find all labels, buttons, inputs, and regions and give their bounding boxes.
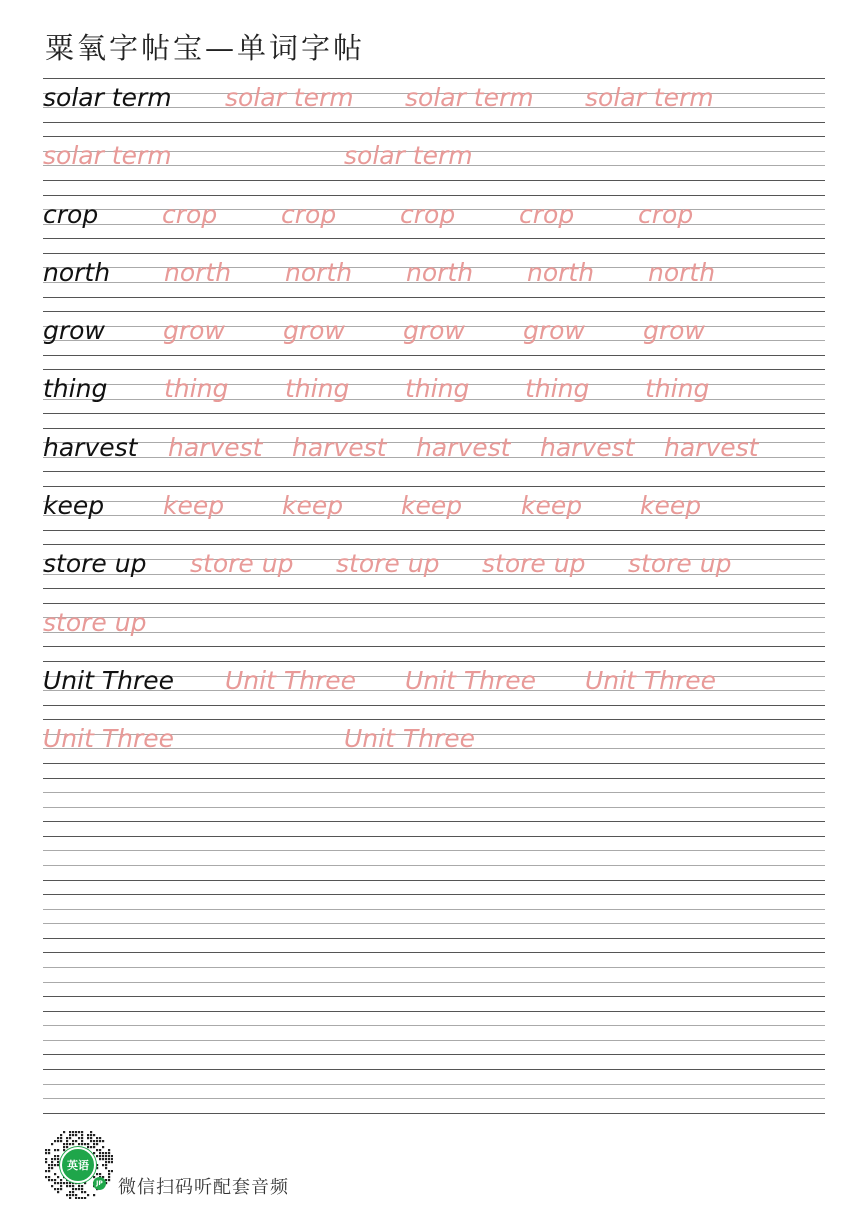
- practice-row: [43, 603, 825, 661]
- guide-line: [43, 471, 825, 472]
- qr-dot: [99, 1173, 101, 1175]
- model-word: grow: [43, 316, 105, 346]
- qr-dot: [72, 1134, 74, 1136]
- qr-dot: [57, 1191, 59, 1193]
- trace-word: crop: [519, 199, 575, 229]
- qr-dot: [54, 1155, 56, 1157]
- qr-dot: [111, 1161, 113, 1163]
- guide-line: [43, 821, 825, 822]
- qr-dot: [48, 1149, 50, 1151]
- qr-dot: [69, 1134, 71, 1136]
- trace-word: north: [164, 257, 232, 287]
- practice-row: [43, 369, 825, 427]
- qr-dot: [102, 1140, 104, 1142]
- qr-dot: [72, 1188, 74, 1190]
- guide-line: [43, 355, 825, 356]
- qr-dot: [111, 1158, 113, 1160]
- qr-dot: [54, 1164, 56, 1166]
- guide-line: [43, 996, 825, 997]
- qr-dot: [60, 1179, 62, 1181]
- qr-dot: [99, 1155, 101, 1157]
- qr-dot: [105, 1164, 107, 1166]
- qr-dot: [54, 1173, 56, 1175]
- practice-row: [43, 1011, 825, 1069]
- qr-dot: [57, 1137, 59, 1139]
- trace-word: harvest: [540, 432, 635, 462]
- qr-dot: [72, 1131, 74, 1133]
- trace-word: Unit Three: [405, 665, 536, 695]
- qr-dot: [69, 1185, 71, 1187]
- trace-word: store up: [43, 607, 147, 637]
- qr-dot: [48, 1179, 50, 1181]
- qr-dot: [96, 1149, 98, 1151]
- guide-line: [43, 180, 825, 181]
- qr-dot: [90, 1146, 92, 1148]
- qr-dot: [69, 1137, 71, 1139]
- trace-word: keep: [401, 491, 463, 521]
- qr-dot: [60, 1134, 62, 1136]
- qr-dot: [93, 1140, 95, 1142]
- guide-line: [43, 122, 825, 123]
- qr-dot: [108, 1155, 110, 1157]
- qr-dot: [81, 1137, 83, 1139]
- qr-dot: [81, 1191, 83, 1193]
- qr-dot: [54, 1179, 56, 1181]
- qr-dot: [96, 1140, 98, 1142]
- trace-word: keep: [282, 491, 344, 521]
- guide-line: [43, 1040, 825, 1041]
- trace-word: crop: [281, 199, 337, 229]
- guide-line: [43, 588, 825, 589]
- qr-dot: [93, 1143, 95, 1145]
- trace-word: thing: [285, 374, 350, 404]
- qr-dot: [108, 1158, 110, 1160]
- trace-word: harvest: [292, 432, 387, 462]
- trace-word: thing: [164, 374, 229, 404]
- qr-dot: [54, 1182, 56, 1184]
- qr-dot: [102, 1152, 104, 1154]
- qr-dot: [96, 1164, 98, 1166]
- practice-row: [43, 778, 825, 836]
- guide-line: [43, 311, 825, 312]
- qr-dot: [48, 1176, 50, 1178]
- model-word: crop: [43, 199, 99, 229]
- qr-dot: [66, 1143, 68, 1145]
- qr-dot: [75, 1188, 77, 1190]
- guide-line: [43, 1113, 825, 1114]
- guide-line: [43, 1054, 825, 1055]
- qr-dot: [81, 1131, 83, 1133]
- qr-dot: [102, 1155, 104, 1157]
- qr-dot: [111, 1155, 113, 1157]
- qr-dot: [54, 1188, 56, 1190]
- qr-dot: [87, 1143, 89, 1145]
- qr-dot: [69, 1143, 71, 1145]
- guide-line: [43, 486, 825, 487]
- qr-logo: [60, 1147, 96, 1183]
- qr-logo-text: 英语: [67, 1159, 89, 1172]
- qr-dot: [51, 1167, 53, 1169]
- qr-dot: [96, 1167, 98, 1169]
- guide-line: [43, 253, 825, 254]
- qr-dot: [54, 1149, 56, 1151]
- qr-dot: [105, 1167, 107, 1169]
- qr-dot: [108, 1176, 110, 1178]
- qr-dot: [90, 1131, 92, 1133]
- qr-dot: [57, 1149, 59, 1151]
- trace-word: grow: [523, 316, 585, 346]
- qr-dot: [54, 1158, 56, 1160]
- qr-dot: [75, 1194, 77, 1196]
- trace-word: harvest: [416, 432, 511, 462]
- trace-word: keep: [521, 491, 583, 521]
- qr-dot: [75, 1140, 77, 1142]
- guide-line: [43, 952, 825, 953]
- guide-line: [43, 530, 825, 531]
- qr-dot: [57, 1140, 59, 1142]
- qr-dot: [93, 1134, 95, 1136]
- qr-dot: [45, 1158, 47, 1160]
- trace-word: thing: [525, 374, 590, 404]
- guide-line: [43, 1011, 825, 1012]
- qr-dot: [51, 1143, 53, 1145]
- guide-line: [43, 413, 825, 414]
- guide-line: [43, 967, 825, 968]
- qr-dot: [78, 1131, 80, 1133]
- qr-dot: [96, 1155, 98, 1157]
- qr-dot: [72, 1143, 74, 1145]
- qr-dot: [102, 1146, 104, 1148]
- guide-line: [43, 923, 825, 924]
- practice-row: [43, 894, 825, 952]
- qr-dot: [66, 1194, 68, 1196]
- guide-line: [43, 1084, 825, 1085]
- trace-word: grow: [163, 316, 225, 346]
- guide-line: [43, 78, 825, 79]
- practice-row: [43, 78, 825, 136]
- guide-line: [43, 880, 825, 881]
- qr-dot: [108, 1173, 110, 1175]
- practice-row: [43, 486, 825, 544]
- trace-word: store up: [336, 549, 440, 579]
- guide-line: [43, 661, 825, 662]
- guide-line: [43, 1025, 825, 1026]
- model-word: keep: [43, 491, 105, 521]
- qr-dot: [66, 1140, 68, 1142]
- guide-line: [43, 297, 825, 298]
- qr-dot: [96, 1173, 98, 1175]
- qr-code[interactable]: [41, 1127, 113, 1199]
- qr-dot: [51, 1158, 53, 1160]
- page-title: 粟氧字帖宝—单词字帖: [45, 31, 366, 65]
- qr-dot: [45, 1176, 47, 1178]
- guide-line: [43, 705, 825, 706]
- qr-dot: [57, 1188, 59, 1190]
- qr-dot: [84, 1191, 86, 1193]
- qr-dot: [57, 1155, 59, 1157]
- qr-dot: [60, 1140, 62, 1142]
- guide-line: [43, 909, 825, 910]
- trace-word: Unit Three: [43, 724, 174, 754]
- guide-line: [43, 646, 825, 647]
- qr-badge: [93, 1177, 106, 1190]
- trace-word: thing: [405, 374, 470, 404]
- qr-dot: [96, 1143, 98, 1145]
- qr-dot: [66, 1146, 68, 1148]
- qr-dot: [57, 1176, 59, 1178]
- qr-dot: [81, 1185, 83, 1187]
- guide-line: [43, 238, 825, 239]
- trace-word: north: [406, 257, 474, 287]
- qr-dot: [48, 1167, 50, 1169]
- qr-dot: [63, 1131, 65, 1133]
- practice-row: [43, 428, 825, 486]
- qr-dot: [96, 1137, 98, 1139]
- qr-dot: [78, 1137, 80, 1139]
- guide-line: [43, 136, 825, 137]
- qr-dot: [72, 1185, 74, 1187]
- qr-dot: [105, 1155, 107, 1157]
- qr-dot: [69, 1182, 71, 1184]
- qr-dot: [99, 1137, 101, 1139]
- qr-dot: [78, 1188, 80, 1190]
- qr-dot: [81, 1140, 83, 1142]
- trace-word: north: [527, 257, 595, 287]
- qr-dot: [75, 1134, 77, 1136]
- trace-word: harvest: [168, 432, 263, 462]
- qr-dot: [108, 1149, 110, 1151]
- qr-dot: [84, 1143, 86, 1145]
- guide-line: [43, 865, 825, 866]
- trace-word: Unit Three: [344, 724, 475, 754]
- practice-row: [43, 952, 825, 1010]
- qr-dot: [69, 1131, 71, 1133]
- model-word: harvest: [43, 432, 138, 462]
- guide-line: [43, 544, 825, 545]
- trace-word: store up: [482, 549, 586, 579]
- qr-dot: [60, 1137, 62, 1139]
- guide-line: [43, 938, 825, 939]
- practice-row: [43, 195, 825, 253]
- trace-word: store up: [628, 549, 732, 579]
- trace-word: solar term: [585, 83, 714, 112]
- qr-dot: [63, 1146, 65, 1148]
- qr-dot: [57, 1158, 59, 1160]
- qr-dot: [93, 1152, 95, 1154]
- qr-dot: [87, 1134, 89, 1136]
- qr-dot: [51, 1185, 53, 1187]
- qr-dot: [45, 1170, 47, 1172]
- trace-word: crop: [400, 199, 456, 229]
- guide-line: [43, 792, 825, 793]
- trace-word: store up: [190, 549, 294, 579]
- practice-row: [43, 661, 825, 719]
- trace-word: grow: [403, 316, 465, 346]
- qr-dot: [105, 1158, 107, 1160]
- qr-dot: [51, 1179, 53, 1181]
- qr-dot: [102, 1158, 104, 1160]
- qr-dot: [69, 1194, 71, 1196]
- trace-word: Unit Three: [225, 665, 356, 695]
- qr-caption: 微信扫码听配套音频: [118, 1177, 289, 1198]
- guide-line: [43, 617, 825, 618]
- qr-dot: [66, 1137, 68, 1139]
- qr-dot: [48, 1164, 50, 1166]
- qr-dot: [75, 1131, 77, 1133]
- practice-row: [43, 136, 825, 194]
- model-word: thing: [43, 374, 108, 404]
- trace-word: solar term: [405, 83, 534, 112]
- practice-row: [43, 719, 825, 777]
- model-word: Unit Three: [43, 665, 174, 695]
- guide-line: [43, 778, 825, 779]
- trace-word: Unit Three: [585, 665, 716, 695]
- qr-dot: [87, 1146, 89, 1148]
- guide-line: [43, 1069, 825, 1070]
- qr-dot: [51, 1164, 53, 1166]
- qr-dot: [60, 1188, 62, 1190]
- trace-word: crop: [162, 199, 218, 229]
- qr-dot: [69, 1191, 71, 1193]
- qr-dot: [111, 1170, 113, 1172]
- model-word: solar term: [43, 83, 172, 112]
- guide-line: [43, 195, 825, 196]
- practice-row: [43, 253, 825, 311]
- trace-word: grow: [283, 316, 345, 346]
- model-word: store up: [43, 549, 147, 579]
- qr-dot: [102, 1164, 104, 1166]
- qr-dot: [108, 1152, 110, 1154]
- qr-dot: [84, 1182, 86, 1184]
- qr-dot: [45, 1161, 47, 1163]
- guide-line: [43, 632, 825, 633]
- practice-sheet: [43, 78, 825, 1127]
- qr-dot: [57, 1182, 59, 1184]
- qr-dot: [81, 1143, 83, 1145]
- qr-dot: [69, 1197, 71, 1199]
- qr-dot: [45, 1152, 47, 1154]
- qr-dot: [108, 1179, 110, 1181]
- guide-line: [43, 719, 825, 720]
- practice-row: [43, 311, 825, 369]
- model-word: north: [43, 257, 111, 287]
- qr-dot: [78, 1197, 80, 1199]
- practice-row: [43, 544, 825, 602]
- practice-row: [43, 836, 825, 894]
- qr-dot: [90, 1134, 92, 1136]
- qr-dot: [51, 1161, 53, 1163]
- trace-word: solar term: [344, 141, 473, 171]
- guide-line: [43, 982, 825, 983]
- qr-dot: [81, 1197, 83, 1199]
- qr-dot: [75, 1197, 77, 1199]
- qr-badge-text: JP: [96, 1180, 103, 1187]
- qr-dot: [57, 1161, 59, 1163]
- guide-line: [43, 428, 825, 429]
- guide-line: [43, 603, 825, 604]
- qr-dot: [93, 1194, 95, 1196]
- qr-dot: [87, 1194, 89, 1196]
- guide-line: [43, 836, 825, 837]
- trace-word: crop: [638, 199, 694, 229]
- qr-dot: [48, 1170, 50, 1172]
- practice-row: [43, 1069, 825, 1127]
- qr-dot: [81, 1188, 83, 1190]
- qr-dot: [66, 1182, 68, 1184]
- guide-line: [43, 850, 825, 851]
- qr-dot: [84, 1197, 86, 1199]
- qr-dot: [105, 1161, 107, 1163]
- qr-dot: [105, 1152, 107, 1154]
- qr-dot: [93, 1146, 95, 1148]
- qr-dot: [54, 1140, 56, 1142]
- qr-dot: [72, 1194, 74, 1196]
- guide-line: [43, 369, 825, 370]
- qr-dot: [72, 1191, 74, 1193]
- qr-dot: [72, 1140, 74, 1142]
- qr-dot: [57, 1164, 59, 1166]
- trace-word: solar term: [43, 141, 172, 171]
- qr-dot: [60, 1182, 62, 1184]
- trace-word: north: [648, 257, 716, 287]
- qr-dot: [99, 1140, 101, 1142]
- qr-dot: [66, 1185, 68, 1187]
- qr-dot: [78, 1143, 80, 1145]
- guide-line: [43, 894, 825, 895]
- guide-line: [43, 807, 825, 808]
- trace-word: keep: [163, 491, 225, 521]
- trace-word: grow: [643, 316, 705, 346]
- qr-dot: [45, 1149, 47, 1151]
- qr-dot: [63, 1182, 65, 1184]
- qr-dot: [90, 1140, 92, 1142]
- trace-word: thing: [645, 374, 710, 404]
- guide-line: [43, 763, 825, 764]
- qr-dot: [90, 1137, 92, 1139]
- guide-line: [43, 1098, 825, 1099]
- qr-dot: [63, 1143, 65, 1145]
- qr-dot: [60, 1185, 62, 1187]
- qr-dot: [48, 1152, 50, 1154]
- qr-dot: [108, 1161, 110, 1163]
- trace-word: north: [285, 257, 353, 287]
- qr-dot: [78, 1185, 80, 1187]
- qr-dot: [99, 1152, 101, 1154]
- trace-word: harvest: [664, 432, 759, 462]
- qr-dot: [81, 1134, 83, 1136]
- trace-word: keep: [640, 491, 702, 521]
- qr-dot: [87, 1137, 89, 1139]
- qr-dot: [99, 1149, 101, 1151]
- qr-dot: [108, 1170, 110, 1172]
- trace-word: solar term: [225, 83, 354, 112]
- qr-dot: [99, 1158, 101, 1160]
